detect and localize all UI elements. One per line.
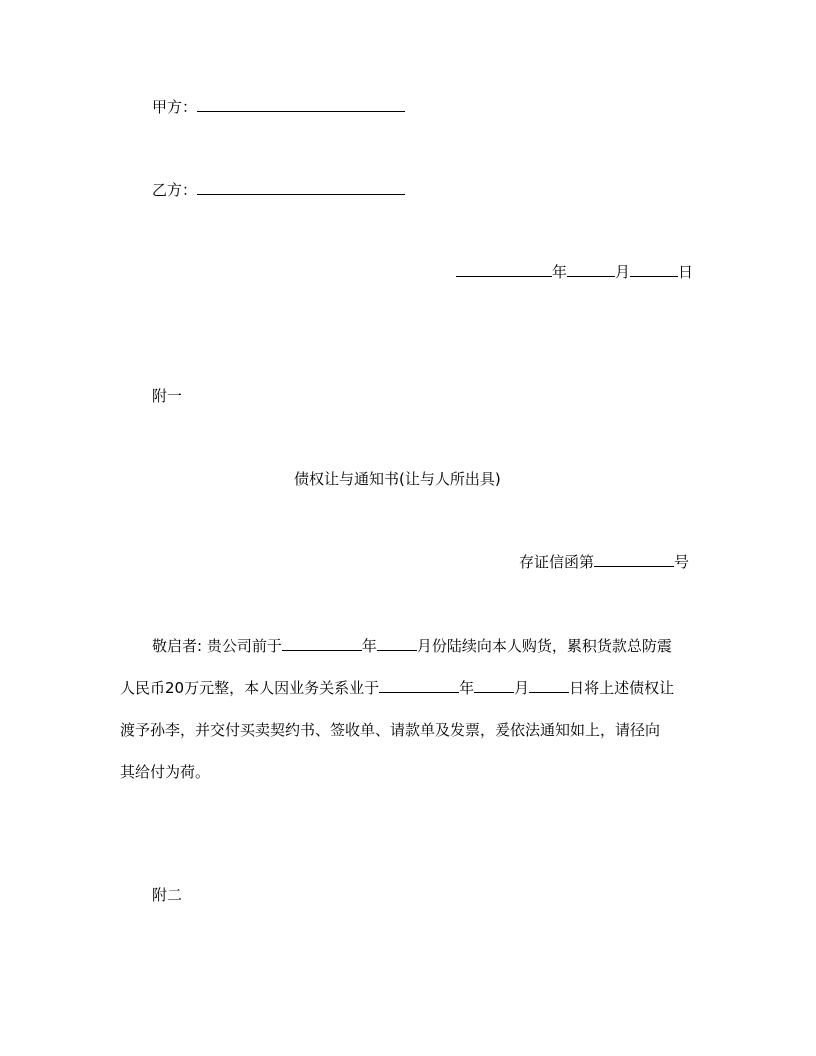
day-label: 日: [678, 263, 694, 281]
body-line-2: [120, 678, 674, 698]
body-month-blank-1: [377, 636, 417, 651]
body-month-blank-2: [474, 678, 514, 693]
party-a-blank: [197, 97, 405, 112]
party-b-label: 乙方：: [152, 181, 198, 199]
body-day-blank-2: [529, 678, 569, 693]
body-l2-b: 年: [459, 679, 475, 697]
body-l1-a: 敬启者: 贵公司前于: [152, 637, 282, 655]
notice-title: 债权让与通知书(让与人所出具): [294, 470, 501, 488]
date-line: [456, 262, 693, 282]
party-a-label: 甲方：: [152, 98, 198, 116]
month-label: 月: [615, 263, 631, 281]
body-l2-c: 月: [514, 679, 530, 697]
day-blank: [630, 262, 678, 277]
certificate-suffix: 号: [674, 553, 690, 571]
certificate-number-line: [519, 552, 689, 572]
body-l2-a: 人民币20万元整，本人因业务关系业于: [120, 679, 380, 697]
month-blank: [567, 262, 615, 277]
body-l1-b: 年: [361, 637, 377, 655]
year-blank: [456, 262, 552, 277]
body-line-3: 渡予孙李，并交付买卖契约书、签收单、请款单及发票，爰依法通知如上，请径向: [120, 721, 661, 739]
year-label: 年: [552, 263, 568, 281]
body-year-blank-1: [282, 636, 362, 651]
annex-two-heading: 附二: [152, 886, 183, 904]
party-b-blank: [197, 180, 405, 195]
party-a-line: [152, 97, 405, 117]
certificate-number-blank: [594, 552, 674, 567]
annex-one-heading: 附一: [152, 387, 183, 405]
body-line-4: 其给付为荷。: [120, 763, 211, 781]
certificate-prefix: 存证信函第: [519, 553, 595, 571]
body-l2-d: 日将上述债权让: [569, 679, 675, 697]
body-line-1: [152, 636, 672, 656]
body-l1-c: 月份陆续向本人购货，累积货款总防震: [416, 637, 672, 655]
party-b-line: [152, 180, 405, 200]
body-year-blank-2: [379, 678, 459, 693]
